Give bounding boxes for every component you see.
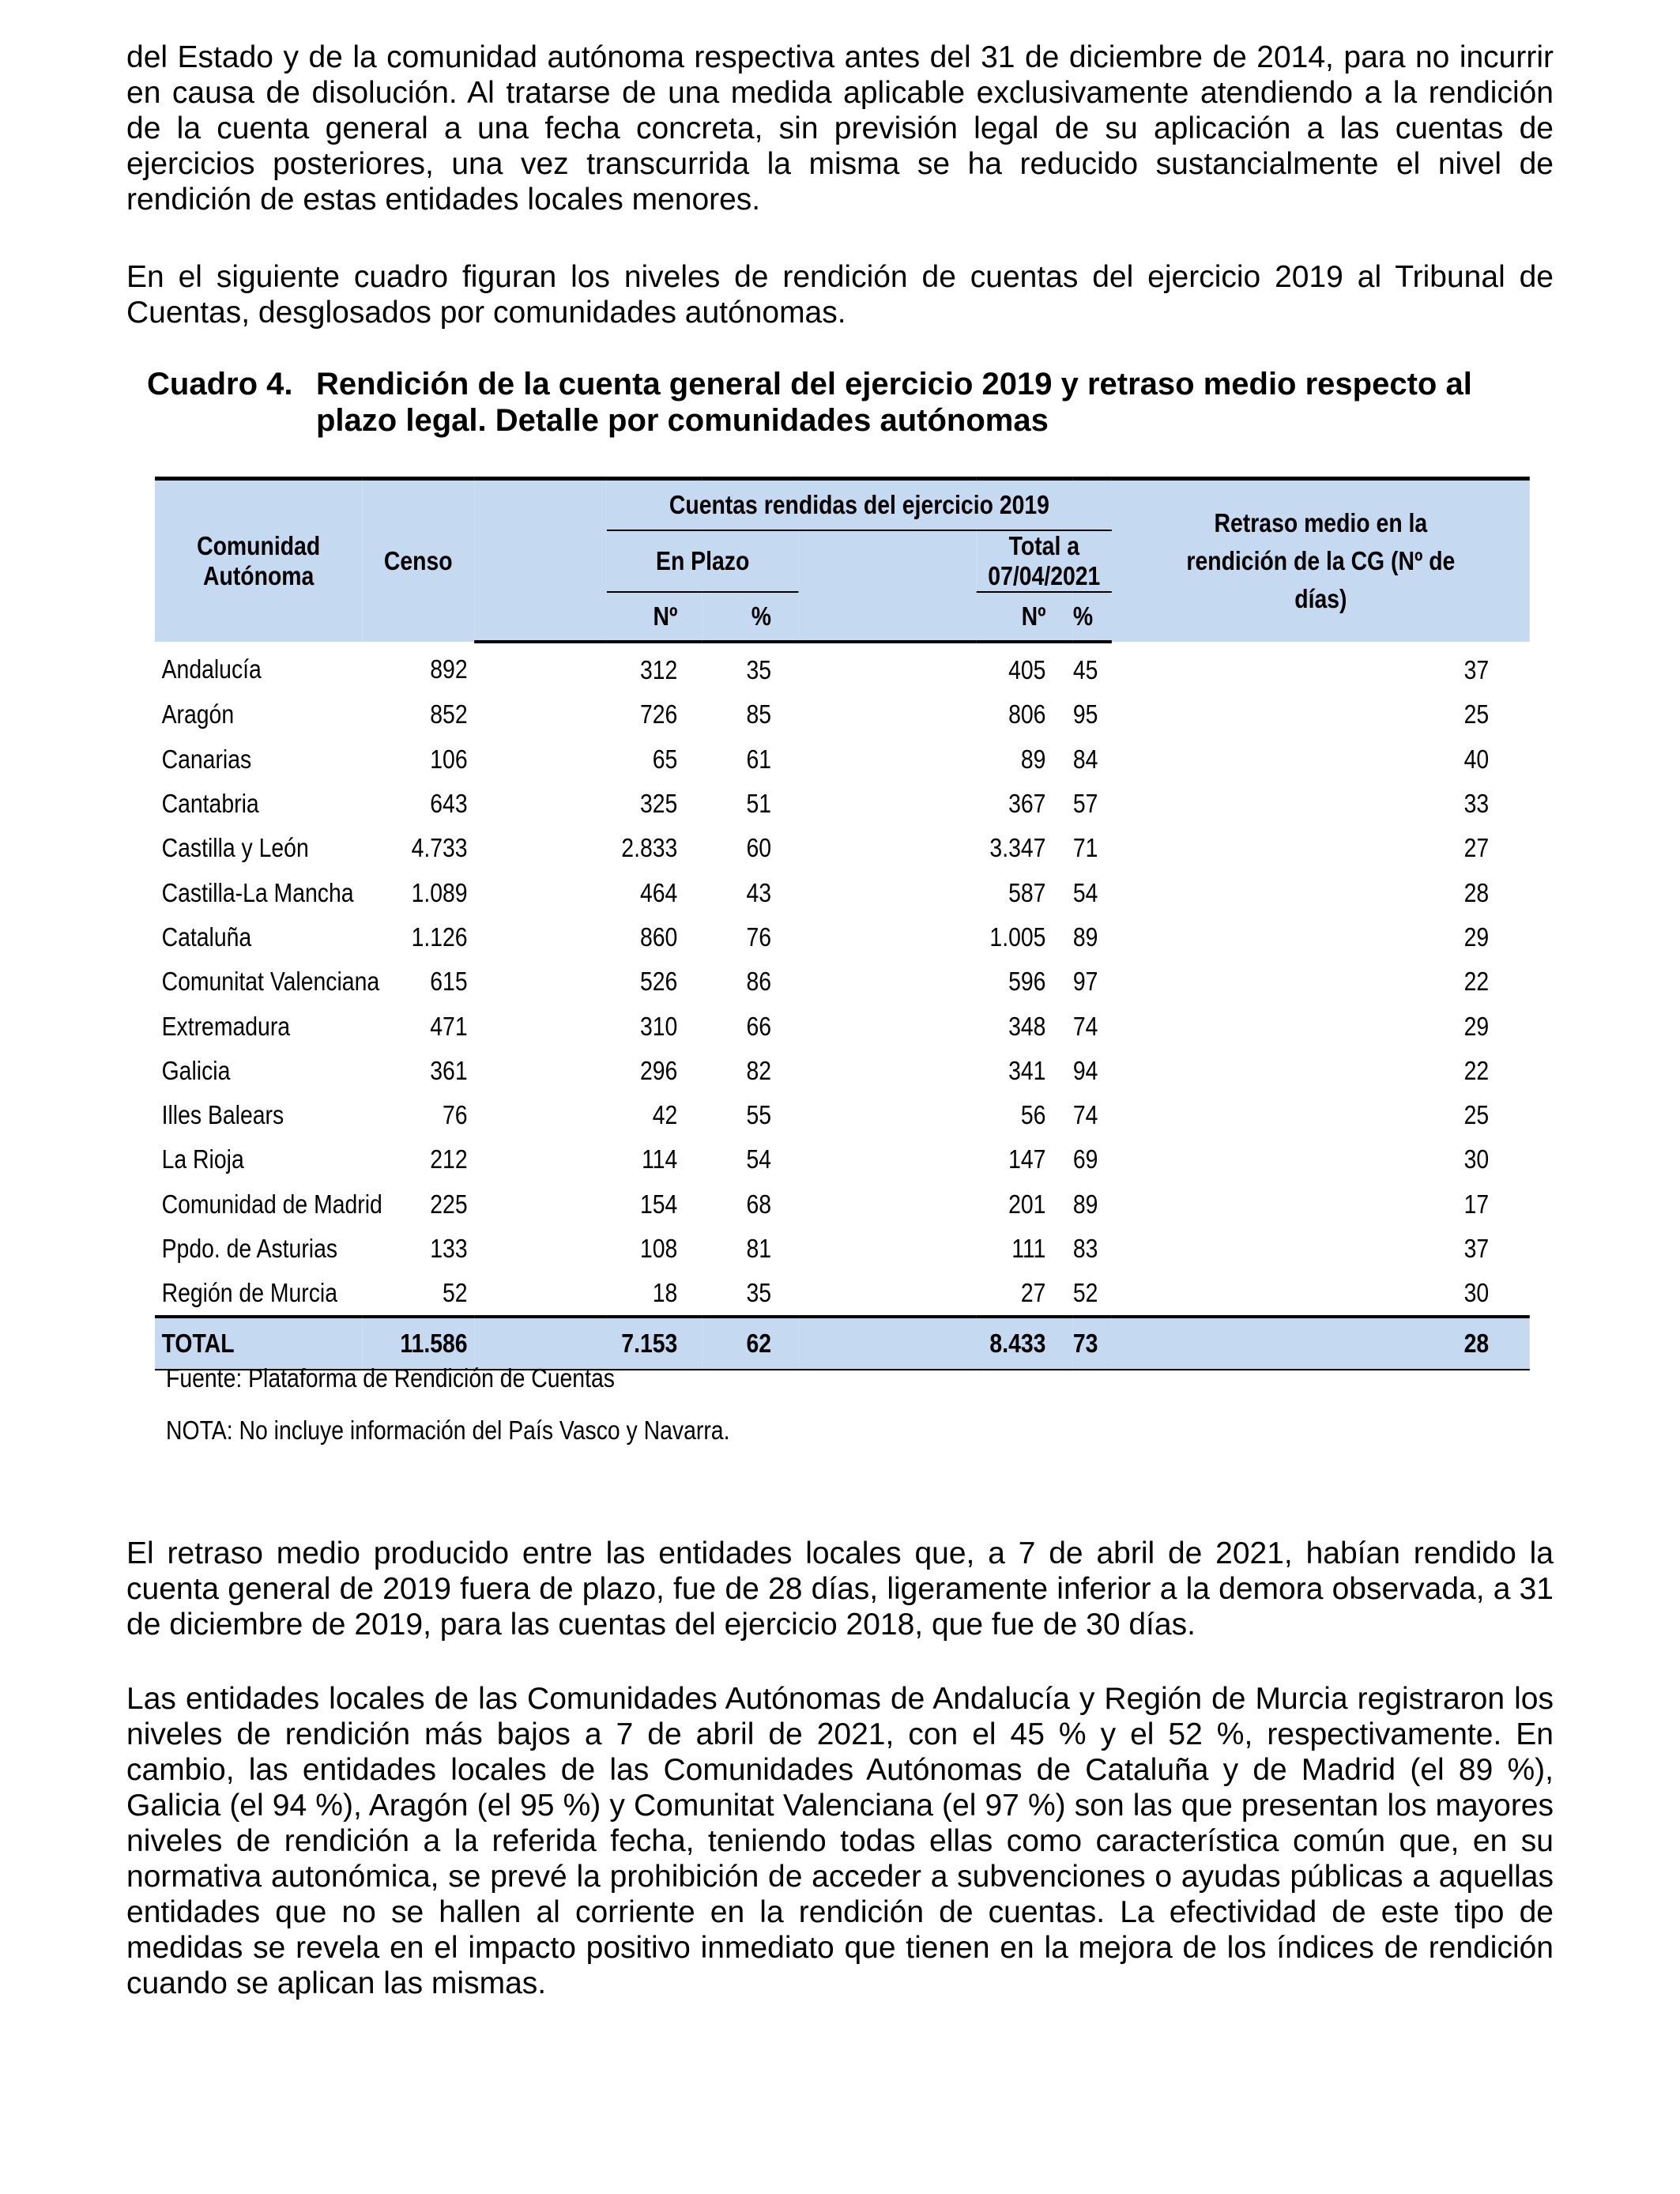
cell-comunidad: Comunidad de Madrid (161, 1189, 382, 1219)
caption-label: Cuadro 4. (147, 367, 293, 401)
cell-retraso: 17 (1463, 1189, 1490, 1219)
cell-plazo-n: 860 (639, 922, 678, 952)
cell-total-pct: 71 (1072, 833, 1098, 863)
cell-total-n: 201 (1008, 1189, 1046, 1219)
cell-censo: 471 (430, 1011, 468, 1041)
cell-total-n: 367 (1008, 789, 1046, 819)
cell-total-n: 596 (1008, 967, 1046, 997)
cell-total-n: 147 (1008, 1144, 1046, 1174)
cell-censo: 225 (430, 1189, 468, 1219)
paragraph-table-intro: En el siguiente cuadro figuran los niveles de rendición de cuentas del ejercicio 2019 al Tribunal de Cuentas, desglosados por comunidades autónomas. (126, 260, 1554, 330)
cell-censo: 643 (430, 789, 468, 819)
cell-plazo-pct: 61 (746, 744, 772, 774)
cell-retraso: 25 (1463, 1100, 1490, 1130)
header-pct-total: % (1073, 592, 1112, 642)
cell-comunidad: TOTAL (155, 1317, 362, 1370)
table-row (155, 1004, 1530, 1048)
header-pct-plazo: % (702, 592, 798, 642)
cell-total-pct: 84 (1072, 744, 1098, 774)
caption-text: Rendición de la cuenta general del ejercicio 2019 y retraso medio respecto al plazo legal. Detalle por comunidades autónomas (316, 367, 1472, 438)
cell-comunidad: Extremadura (161, 1011, 291, 1041)
cell-comunidad: Castilla y León (161, 833, 309, 863)
cell-comunidad: Ppdo. de Asturias (161, 1234, 338, 1263)
cell-plazo-pct: 35 (746, 1278, 772, 1308)
cell-total-pct: 54 (1072, 877, 1098, 907)
cell-plazo-n: 325 (639, 789, 678, 819)
cell-retraso: 25 (1463, 699, 1490, 729)
table-row (155, 870, 1530, 914)
cell-retraso: 27 (1463, 833, 1490, 863)
cell-retraso: 29 (1463, 1011, 1490, 1041)
cell-plazo-n: 464 (639, 877, 678, 907)
cell-comunidad: La Rioja (161, 1144, 244, 1174)
cell-retraso: 28 (1463, 877, 1490, 907)
cell-retraso: 29 (1463, 922, 1490, 952)
cell-plazo-pct: 35 (746, 655, 772, 685)
cell-retraso: 28 (1112, 1317, 1530, 1370)
cell-retraso: 30 (1463, 1278, 1490, 1308)
cell-plazo-n: 108 (639, 1234, 678, 1263)
table-row (155, 959, 1530, 1004)
cell-retraso: 30 (1463, 1144, 1490, 1174)
cell-total-pct: 95 (1072, 699, 1098, 729)
cell-total-pct: 89 (1072, 1189, 1098, 1219)
cell-plazo-pct: 76 (746, 922, 772, 952)
cell-comunidad: Canarias (161, 744, 252, 774)
cell-retraso: 40 (1463, 744, 1490, 774)
cell-comunidad: Comunitat Valenciana (161, 967, 380, 997)
cell-total-n: 111 (1011, 1234, 1046, 1263)
cell-plazo-pct: 43 (746, 877, 772, 907)
cell-comunidad: Cantabria (161, 789, 259, 819)
header-retraso: Retraso medio en la rendición de la CG (Nº de días) (1112, 479, 1530, 643)
cell-plazo-pct: 85 (746, 699, 772, 729)
cell-comunidad: Andalucía (161, 654, 262, 684)
cell-plazo-n: 65 (652, 744, 678, 774)
cell-retraso: 22 (1463, 1055, 1490, 1085)
cell-comunidad: Región de Murcia (161, 1278, 338, 1308)
header-censo: Censo (362, 479, 474, 643)
cell-plazo-n: 526 (639, 967, 678, 997)
cell-censo: 361 (430, 1055, 468, 1085)
cell-plazo-n: 42 (652, 1100, 678, 1130)
cell-total-n: 405 (1008, 655, 1046, 685)
cell-total-n: 27 (1020, 1278, 1046, 1308)
cell-plazo-n: 2.833 (621, 833, 678, 863)
cell-plazo-n: 310 (639, 1011, 678, 1041)
table-note: NOTA: No incluye información del País Vasco y Navarra. (166, 1416, 730, 1445)
cell-total-n: 56 (1020, 1100, 1046, 1130)
table-row (155, 692, 1530, 737)
cell-censo: 1.126 (411, 922, 468, 952)
header-cuentas-rendidas: Cuentas rendidas del ejercicio 2019 (607, 479, 1112, 531)
cell-total-n: 1.005 (989, 922, 1046, 952)
cell-censo: 4.733 (411, 833, 468, 863)
header-comunidad: Comunidad Autónoma (155, 479, 362, 643)
cell-plazo-pct: 51 (746, 789, 772, 819)
cell-censo: 852 (430, 699, 468, 729)
table-row (155, 1227, 1530, 1271)
cell-plazo-n: 114 (642, 1144, 678, 1174)
cell-plazo-n: 312 (639, 655, 678, 685)
paragraph-retraso: El retraso medio producido entre las entidades locales que, a 7 de abril de 2021, habían rendido la cuenta general de 2019 fuera de plazo, fue de 28 días, ligeramente inferior a la demora observada, a 31 de diciembre de 2019, para las cuentas del ejercicio 2018, que fue de 30 días. (126, 1536, 1554, 1642)
table-row (155, 782, 1530, 826)
cell-plazo-pct: 86 (746, 967, 772, 997)
cell-censo: 52 (443, 1278, 468, 1308)
table-source: Fuente: Plataforma de Rendición de Cuentas (166, 1363, 615, 1393)
cell-total-pct: 97 (1072, 967, 1098, 997)
cell-plazo-n: 18 (652, 1278, 678, 1308)
cell-total-pct: 57 (1072, 789, 1098, 819)
header-n-plazo: Nº (474, 592, 702, 642)
cell-plazo-pct: 62 (702, 1317, 798, 1370)
cell-total-pct: 94 (1072, 1055, 1098, 1085)
table-row (155, 1182, 1530, 1227)
cell-censo: 76 (443, 1100, 468, 1130)
cell-total-n: 348 (1008, 1011, 1046, 1041)
cell-plazo-n: 154 (639, 1189, 678, 1219)
cell-total-pct: 89 (1072, 922, 1098, 952)
table-row (155, 1137, 1530, 1182)
cell-comunidad: Aragón (161, 699, 235, 729)
cell-plazo-n: 296 (639, 1055, 678, 1085)
cell-retraso: 37 (1463, 655, 1490, 685)
paragraph-intro: del Estado y de la comunidad autónoma respectiva antes del 31 de diciembre de 2014, para no incurrir en causa de disolución. Al tratarse de una medida aplicable exclusivamente atendiendo a la rendición de la cuenta general a una fecha concreta, sin previsión legal de su aplicación a las cuentas de ejercicios posteriores, una vez transcurrida la misma se ha reducido sustancialmente el nivel de rendición de estas entidades locales menores. (126, 40, 1554, 217)
header-n-total: Nº (798, 592, 1072, 642)
cell-censo: 892 (430, 654, 468, 684)
table-row (155, 642, 1530, 692)
cell-comunidad: Castilla-La Mancha (161, 877, 354, 907)
cell-total-n: 587 (1008, 877, 1046, 907)
cell-retraso: 22 (1463, 967, 1490, 997)
cell-total-pct: 52 (1072, 1278, 1098, 1308)
header-total-fecha: Total a 07/04/2021 (977, 530, 1112, 592)
cell-retraso: 37 (1463, 1234, 1490, 1263)
cell-comunidad: Cataluña (161, 922, 252, 952)
cell-plazo-pct: 60 (746, 833, 772, 863)
table-caption (147, 366, 1561, 439)
cell-plazo-pct: 68 (746, 1189, 772, 1219)
cell-total-n: 806 (1008, 699, 1046, 729)
cell-plazo-pct: 54 (746, 1144, 772, 1174)
table-row (155, 737, 1530, 782)
cell-plazo-n: 726 (639, 699, 678, 729)
table-row (155, 1093, 1530, 1137)
cell-censo: 1.089 (411, 877, 468, 907)
cell-total-pct: 69 (1072, 1144, 1098, 1174)
cell-plazo-pct: 82 (746, 1055, 772, 1085)
cell-total-n: 8.433 (798, 1317, 1072, 1370)
table-row (155, 826, 1530, 870)
cell-censo: 133 (430, 1234, 468, 1263)
rendicion-table (155, 477, 1530, 1370)
cell-censo: 212 (430, 1144, 468, 1174)
cell-censo: 106 (430, 744, 468, 774)
table-row (155, 1271, 1530, 1317)
cell-total-pct: 45 (1072, 655, 1098, 685)
cell-total-pct: 74 (1072, 1011, 1098, 1041)
cell-retraso: 33 (1463, 789, 1490, 819)
header-en-plazo: En Plazo (607, 530, 799, 592)
cell-total-pct: 74 (1072, 1100, 1098, 1130)
paragraph-niveles: Las entidades locales de las Comunidades Autónomas de Andalucía y Región de Murcia registraron los niveles de rendición más bajos a 7 de abril de 2021, con el 45 % y el 52 %, respectivamente. En cambio, las entidades locales de las Comunidades Autónomas de Cataluña y de Madrid (el 89 %), Galicia (el 94 %), Aragón (el 95 %) y Comunitat Valenciana (el 97 %) son las que presentan los mayores niveles de rendición a la referida fecha, teniendo todas ellas como característica común que, en su normativa autonómica, se prevé la prohibición de acceder a subvenciones o ayudas públicas a aquellas entidades que no se hallen al corriente en la rendición de cuentas. La efectividad de este tipo de medidas se revela en el impacto positivo inmediato que tienen en la mejora de los índices de rendición cuando se aplican las mismas. (126, 1682, 1554, 2000)
cell-comunidad: Galicia (161, 1055, 231, 1085)
cell-plazo-pct: 81 (746, 1234, 772, 1263)
cell-plazo-n: 7.153 (474, 1317, 702, 1370)
cell-censo: 11.586 (362, 1317, 474, 1370)
table-row (155, 915, 1530, 959)
cell-total-n: 89 (1020, 744, 1046, 774)
cell-total-n: 3.347 (989, 833, 1046, 863)
cell-total-pct: 83 (1072, 1234, 1098, 1263)
cell-comunidad: Illes Balears (161, 1100, 284, 1130)
cell-plazo-pct: 55 (746, 1100, 772, 1130)
table-row (155, 1049, 1530, 1093)
cell-total-pct: 73 (1073, 1317, 1112, 1370)
cell-total-n: 341 (1008, 1055, 1046, 1085)
cell-censo: 615 (430, 967, 468, 997)
cell-plazo-pct: 66 (746, 1011, 772, 1041)
